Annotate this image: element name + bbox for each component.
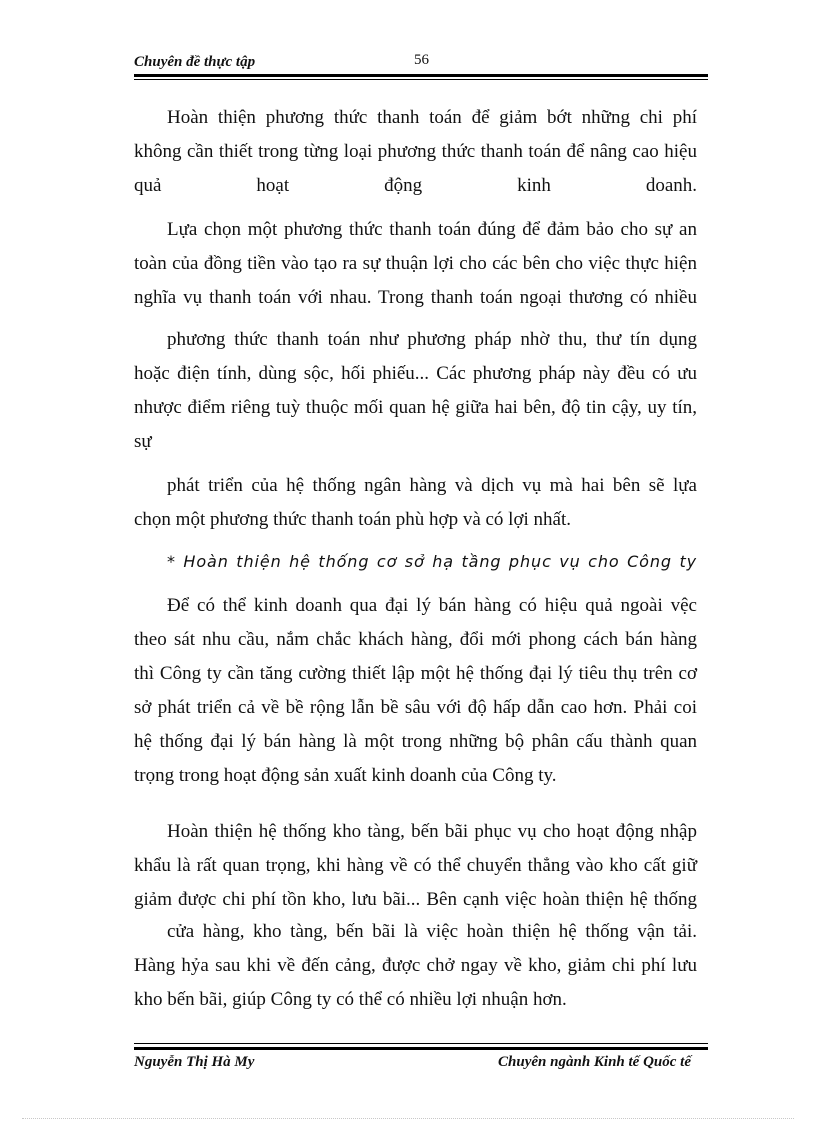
text-line: giảm được chi phí tồn kho, lưu bãi... Bên cạnh việc hoàn thiện hệ thống bbox=[134, 889, 697, 910]
text-line: khẩu là rất quan trọng, khi hàng về có thể chuyển thẳng vào kho cất giữ bbox=[134, 855, 697, 876]
header-rule-thick bbox=[134, 74, 708, 77]
text-line: theo sát nhu cầu, nắm chắc khách hàng, đổi mới phong cách bán hàng bbox=[134, 629, 697, 650]
page-number: 56 bbox=[414, 52, 429, 68]
paragraph-3 bbox=[134, 323, 697, 459]
paragraph-2 bbox=[134, 213, 697, 315]
text-line: phương thức thanh toán như phương pháp nhờ thu, thư tín dụng bbox=[167, 329, 697, 350]
paragraph-7 bbox=[134, 915, 697, 1017]
text-line: Để có thể kinh doanh qua đại lý bán hàng có hiệu quả ngoài vệc bbox=[167, 595, 697, 616]
page-footer bbox=[134, 1054, 708, 1078]
text-line: trọng trong hoạt động sản xuất kinh doanh của Công ty. bbox=[134, 765, 557, 786]
paragraph-4 bbox=[134, 469, 697, 537]
text-line: sở phát triển cả về bề rộng lẫn bề sâu với độ hấp dẫn cao hơn. Phải coi bbox=[134, 697, 697, 718]
paragraph-6 bbox=[134, 815, 697, 917]
text-line: Hoàn thiện phương thức thanh toán để giảm bớt những chi phí bbox=[167, 107, 697, 128]
paragraph-1 bbox=[134, 101, 697, 203]
footer-major: Chuyên ngành Kinh tế Quốc tế bbox=[498, 1054, 691, 1070]
footer-rule-thick bbox=[134, 1047, 708, 1050]
page-header bbox=[134, 52, 708, 76]
header-rule-thin bbox=[134, 79, 708, 80]
text-line: quả hoạt động kinh doanh. bbox=[134, 175, 697, 196]
section-heading-text: * Hoàn thiện hệ thống cơ sở hạ tầng phục vụ cho Công ty bbox=[167, 552, 697, 571]
text-line: phát triển của hệ thống ngân hàng và dịch vụ mà hai bên sẽ lựa bbox=[167, 475, 697, 496]
text-line: hệ thống đại lý bán hàng là một trong những bộ phân cấu thành quan bbox=[134, 731, 697, 752]
text-line: chọn một phương thức thanh toán phù hợp và có lợi nhất. bbox=[134, 509, 571, 530]
paragraph-5 bbox=[134, 589, 697, 793]
header-title: Chuyên đề thực tập bbox=[134, 54, 256, 70]
footer-rule-thin bbox=[134, 1043, 708, 1044]
text-line: toàn của đồng tiền vào tạo ra sự thuận lợi cho các bên cho việc thực hiện bbox=[134, 253, 697, 274]
text-line: Lựa chọn một phương thức thanh toán đúng để đảm bảo cho sự an bbox=[167, 219, 697, 240]
footer-author: Nguyễn Thị Hà My bbox=[134, 1054, 255, 1070]
text-line: nghĩa vụ thanh toán với nhau. Trong thanh toán ngoại thương có nhiều bbox=[134, 287, 697, 308]
text-line: cửa hàng, kho tàng, bến bãi là việc hoàn thiện hệ thống vận tải. bbox=[167, 921, 697, 942]
text-line: hoặc điện tính, dùng sộc, hối phiếu... Các phương pháp này đều có ưu bbox=[134, 363, 697, 384]
text-line: Hàng hỷa sau khi về đến cảng, được chở ngay về kho, giảm chi phí lưu bbox=[134, 955, 697, 976]
text-line: không cần thiết trong từng loại phương thức thanh toán để nâng cao hiệu bbox=[134, 141, 697, 162]
text-line: Hoàn thiện hệ thống kho tàng, bến bãi phục vụ cho hoạt động nhập bbox=[167, 821, 697, 842]
page-edge-divider bbox=[22, 1118, 794, 1119]
text-line: nhược điểm riêng tuỳ thuộc mối quan hệ giữa hai bên, độ tin cậy, uy tín, bbox=[134, 397, 697, 418]
section-heading bbox=[134, 545, 697, 579]
text-line: thì Công ty cần tăng cường thiết lập một hệ thống đại lý tiêu thụ trên cơ bbox=[134, 663, 697, 684]
text-line: kho bến bãi, giúp Công ty có thể có nhiều lợi nhuận hơn. bbox=[134, 989, 567, 1010]
text-line: sự bbox=[134, 431, 152, 452]
